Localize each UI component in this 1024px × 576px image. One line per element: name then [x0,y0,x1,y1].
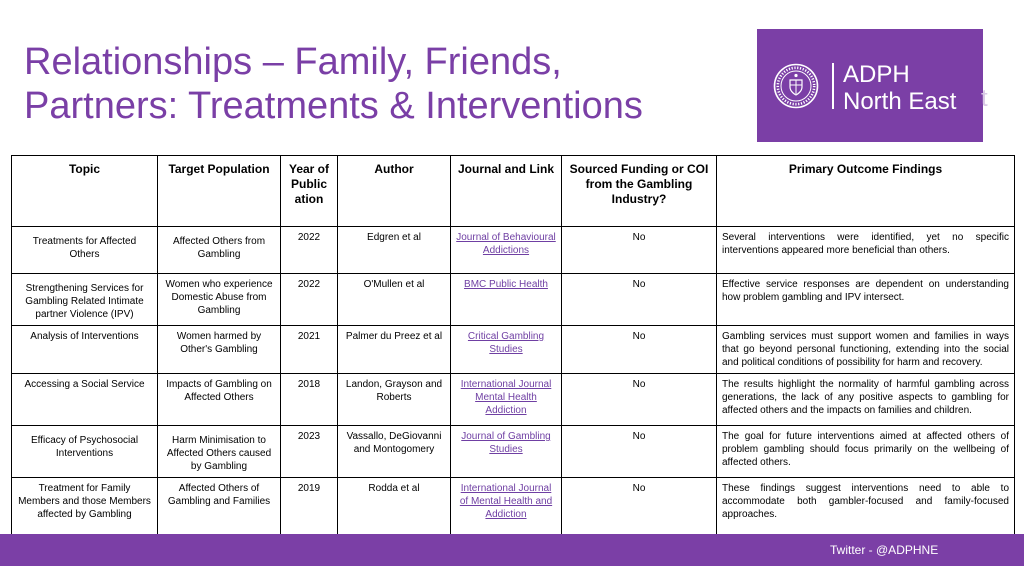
cell-year: 2021 [281,326,338,374]
cell-topic: Treatments for Affected Others [12,227,158,274]
cell-journal [451,478,562,537]
cell-author: Rodda et al [338,478,451,537]
cell-finding: These findings suggest interventions need to able to accommodate both gambler-focused and family-focused approaches. [717,478,1015,537]
cell-journal [451,274,562,326]
cell-author: Landon, Grayson and Roberts [338,374,451,426]
journal-link[interactable]: Journal of Behavioural Addictions [456,232,556,256]
cell-topic: Accessing a Social Service [12,374,158,426]
cell-journal [451,227,562,274]
header-target-population: Target Population [158,156,281,227]
table-row [12,326,1015,374]
cell-year: 2023 [281,426,338,478]
table-row [12,478,1015,537]
cell-target: Affected Others of Gambling and Families [158,478,281,537]
cell-author: O'Mullen et al [338,274,451,326]
page-title-line-2: Partners: Treatments & Interventions [24,85,643,127]
table-row [12,227,1015,274]
cell-author: Edgren et al [338,227,451,274]
studies-table [11,155,1015,537]
cell-topic: Strengthening Services for Gambling Related Intimate partner Violence (IPV) [12,274,158,326]
cell-finding: Several interventions were identified, yet no specific interventions appeared more beneficial than others. [717,227,1015,274]
journal-link[interactable]: BMC Public Health [464,279,548,290]
table-row [12,274,1015,326]
cell-journal [451,326,562,374]
cell-journal [451,426,562,478]
cell-target: Women who experience Domestic Abuse from Gambling [158,274,281,326]
adph-seal-icon [773,63,819,109]
journal-link[interactable]: Critical Gambling Studies [467,331,545,355]
cell-target: Women harmed by Other's Gambling [158,326,281,374]
twitter-handle: Twitter - @ADPHNE [830,543,939,557]
cell-journal [451,374,562,426]
cell-year: 2019 [281,478,338,537]
logo-text-line-1: ADPH [843,61,910,88]
table-row [12,374,1015,426]
cell-year: 2022 [281,227,338,274]
table-header-row [12,156,1015,227]
header-journal: Journal and Link [451,156,562,227]
cell-year: 2022 [281,274,338,326]
cell-finding: Gambling services must support women and families in ways that go beyond personal functioning, extending into the social and political conditions of possibility for harm and recovery. [717,326,1015,374]
table-row [12,426,1015,478]
header-funding: Sourced Funding or COI from the Gambling Industry? [562,156,717,227]
cell-target: Affected Others from Gambling [158,227,281,274]
journal-link[interactable]: International Journal Mental Health Addiction [460,379,552,416]
cell-author: Vassallo, DeGiovanni and Montogomery [338,426,451,478]
cell-topic: Treatment for Family Members and those Members affected by Gambling [12,478,158,537]
cell-topic: Efficacy of Psychosocial Interventions [12,426,158,478]
cell-funding: No [562,326,717,374]
page-title-line-1: Relationships – Family, Friends, [24,41,562,83]
adph-logo [757,29,988,142]
cell-funding: No [562,478,717,537]
cell-author: Palmer du Preez et al [338,326,451,374]
page-title [24,40,744,128]
cell-topic: Analysis of Interventions [12,326,158,374]
logo-ghost-glyph: t [981,85,988,112]
cell-target: Impacts of Gambling on Affected Others [158,374,281,426]
footer-bar [0,534,1024,566]
header-author: Author [338,156,451,227]
header-findings: Primary Outcome Findings [717,156,1015,227]
cell-finding: Effective service responses are dependent on understanding how problem gambling and IPV intersect. [717,274,1015,326]
journal-link[interactable]: International Journal of Mental Health and Addiction [459,483,553,520]
cell-funding: No [562,274,717,326]
journal-link[interactable]: Journal of Gambling Studies [461,431,551,455]
cell-funding: No [562,227,717,274]
cell-funding: No [562,426,717,478]
logo-text [843,61,956,115]
cell-finding: The goal for future interventions aimed at affected others of problem gambling should focus primarily on the wellbeing of affected others. [717,426,1015,478]
header-topic: Topic [12,156,158,227]
header-year: Year of Public ation [281,156,338,227]
cell-funding: No [562,374,717,426]
logo-divider [832,63,834,109]
cell-target: Harm Minimisation to Affected Others caused by Gambling [158,426,281,478]
cell-year: 2018 [281,374,338,426]
cell-finding: The results highlight the normality of harmful gambling across generations, the lack of any positive aspects to gambling for affected others and the impacts on families and children. [717,374,1015,426]
logo-text-line-2: North East [843,88,957,115]
